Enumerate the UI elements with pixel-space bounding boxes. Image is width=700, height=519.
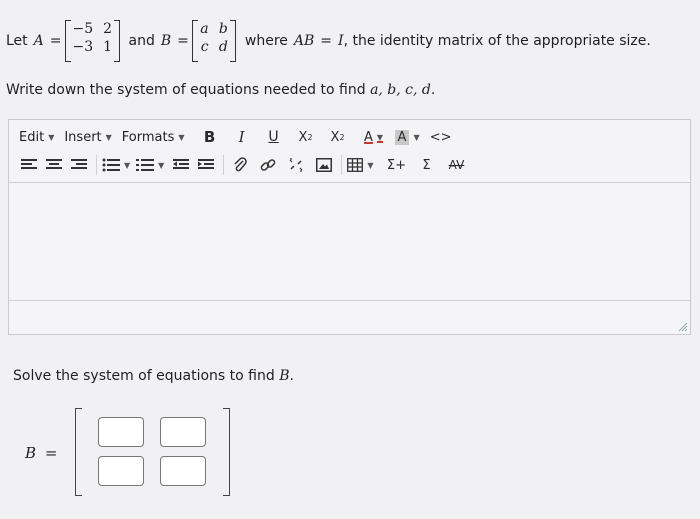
matrix-B-cell: a [200,21,209,37]
insert-equation-button[interactable]: Σ [422,157,431,173]
menu-edit-label: Edit [19,129,45,145]
right-bracket [223,408,230,496]
align-center-icon[interactable] [43,154,65,176]
font-color-button[interactable] [363,126,385,148]
menu-formats-label: Formats [121,129,175,145]
where-text: where [244,33,288,49]
matrix-B-cell: c [200,39,209,55]
matrix-A [65,19,120,63]
numbered-list-icon[interactable] [136,154,164,176]
matrix-B-symbol: B [160,33,172,49]
solve-suffix: . [289,368,294,384]
chevron-down-icon: ▼ [413,132,420,142]
bold-button[interactable]: B [203,128,216,146]
instruction-prefix: Write down the system of equations needed to find [6,82,366,98]
chevron-down-icon: ▼ [105,132,112,142]
chevron-down-icon: ▼ [48,132,55,142]
outdent-icon[interactable] [170,154,192,176]
editor-toolbar [9,120,690,183]
table-icon[interactable] [347,154,373,176]
image-icon[interactable] [313,154,335,176]
solve-variable: B [279,368,290,384]
background-color-label: A [395,130,410,145]
align-right-icon[interactable] [68,154,90,176]
answer-input-b[interactable] [160,417,206,447]
menu-edit[interactable] [19,130,54,145]
toolbar-row-2 [9,152,690,178]
answer-label [25,444,57,462]
subscript-button[interactable] [295,126,317,148]
toolbar-row-1 [9,124,690,150]
answer-matrix [75,408,230,496]
answer-input-d[interactable] [160,456,206,486]
identity-description: , the identity matrix of the appropriate size. [343,33,651,49]
unlink-icon[interactable] [285,154,307,176]
instruction-text [6,82,435,98]
menu-insert-label: Insert [64,129,102,145]
answer-input-a[interactable] [98,417,144,447]
chevron-down-icon: ▼ [367,160,374,170]
superscript-label: X [330,129,340,145]
superscript-mark: 2 [339,132,345,142]
instruction-variables: a, b, c, d [370,82,431,98]
matrix-A-symbol: A [33,33,44,49]
indent-icon[interactable] [195,154,217,176]
superscript-button[interactable] [327,126,349,148]
bullet-list-icon[interactable] [102,154,130,176]
solve-instruction [13,368,294,384]
font-color-label: A [364,129,373,145]
chevron-down-icon: ▼ [158,160,165,170]
matrix-A-cell: −3 [72,39,94,55]
problem-statement [6,16,651,66]
italic-button[interactable]: I [238,128,245,146]
matrix-B-cell: d [218,39,228,55]
editor-statusbar [9,301,690,334]
equals-sign: = [320,33,333,49]
chevron-down-icon: ▼ [178,132,185,142]
chevron-down-icon: ▼ [124,160,131,170]
left-bracket [75,408,82,496]
matrix-A-cell: 2 [103,21,113,37]
equals-sign: = [177,33,189,49]
equals-sign: = [49,33,62,49]
link-icon[interactable] [257,154,279,176]
answer-input-c[interactable] [98,456,144,486]
matrix-B-cell: b [218,21,228,37]
attachment-icon[interactable] [229,154,251,176]
subscript-label: X [298,129,308,145]
answer-B-symbol: B [25,444,37,462]
chevron-down-icon: ▼ [376,132,384,142]
rich-text-editor [8,119,691,335]
menu-formats[interactable] [122,130,185,145]
let-text: Let [6,33,28,49]
insert-sum-button[interactable]: Σ+ [386,157,407,173]
matrix-B [192,19,236,63]
subscript-mark: 2 [307,132,313,142]
and-text: and [128,33,155,49]
answer-equals: = [44,444,58,462]
matrix-A-cell: 1 [103,39,113,55]
instruction-suffix: . [430,82,436,98]
underline-button[interactable]: U [268,129,279,145]
menu-insert[interactable] [64,130,111,145]
identity-symbol: I [338,33,344,49]
background-color-button[interactable] [395,126,420,148]
product-AB-symbol: AB [293,33,315,49]
resize-grip-icon[interactable] [678,322,688,332]
align-left-icon[interactable] [18,154,40,176]
spellcheck-button[interactable]: AV [448,158,465,172]
matrix-A-cell: −5 [72,21,94,37]
editor-content-area[interactable] [9,183,690,301]
solve-prefix: Solve the system of equations to find [13,368,275,384]
source-code-button[interactable]: <> [429,129,452,145]
